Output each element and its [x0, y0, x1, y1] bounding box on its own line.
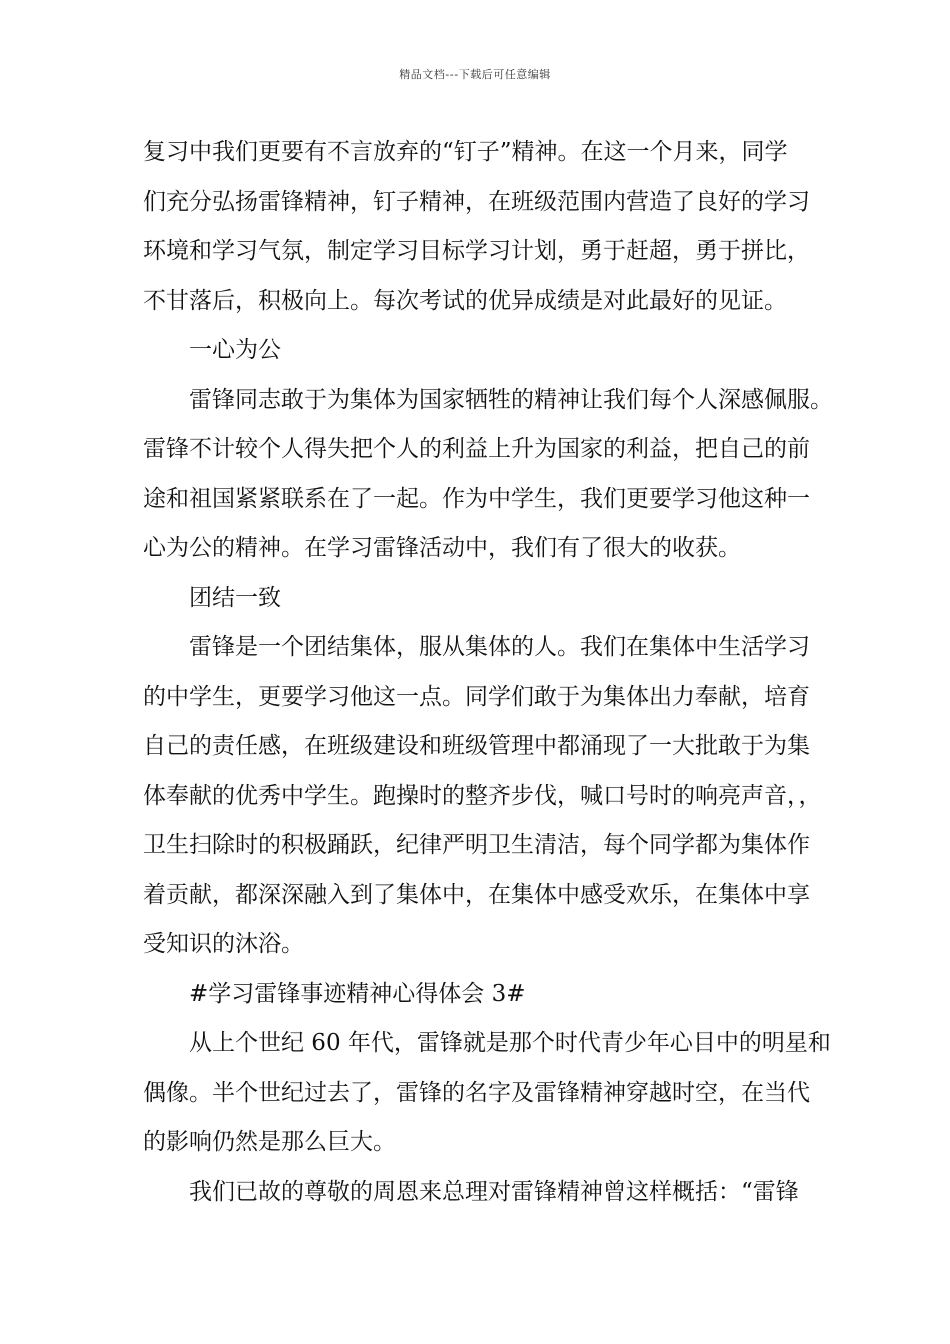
- text-line: 雷锋同志敢于为集体为国家牺牲的精神让我们每个人深感佩服。: [189, 386, 833, 413]
- text-line: 雷锋是一个团结集体，服从集体的人。我们在集体中生活学习: [189, 634, 810, 660]
- text-line: 受知识的沐浴。: [143, 931, 304, 957]
- text-line: 一心为公: [189, 337, 281, 363]
- text-line: 自己的责任感，在班级建设和班级管理中都涌现了一大批敢于为集: [143, 733, 810, 759]
- text-line: 复习中我们更要有不言放弃的“钉子”精神。在这一个月来，同学: [143, 139, 788, 165]
- text-line: 环境和学习气氛，制定学习目标学习计划，勇于赶超，勇于拼比，: [143, 238, 810, 264]
- text-line: 的中学生，更要学习他这一点。同学们敢于为集体出力奉献，培育: [143, 683, 810, 710]
- text-line: 们充分弘扬雷锋精神，钉子精神，在班级范围内营造了良好的学习: [143, 188, 810, 215]
- text-line: 着贡献，都深深融入到了集体中，在集体中感受欢乐，在集体中享: [143, 881, 810, 908]
- document-body: [143, 128, 833, 1217]
- text-line: 偶像。半个世纪过去了，雷锋的名字及雷锋精神穿越时空，在当代: [143, 1079, 810, 1106]
- text-line: 卫生扫除时的积极踊跃，纪律严明卫生清洁，每个同学都为集体作: [143, 832, 810, 858]
- text-line: 团结一致: [189, 584, 281, 611]
- text-line: 的影响仍然是那么巨大。: [143, 1129, 396, 1155]
- text-line: 心为公的精神。在学习雷锋活动中，我们有了很大的收获。: [143, 535, 741, 561]
- text-line: 途和祖国紧紧联系在了一起。作为中学生，我们更要学习他这种一: [143, 485, 810, 512]
- text-line: 体奉献的优秀中学生。跑操时的整齐步伐，喊口号时的响亮声音，，: [143, 782, 822, 809]
- text-line: 从上个世纪 60 年代，雷锋就是那个时代青少年心目中的明星和: [189, 1030, 831, 1056]
- page-header: 精品文档---下载后可任意编辑: [399, 68, 551, 81]
- text-line: 我们已故的尊敬的周恩来总理对雷锋精神曾这样概括：“雷锋: [189, 1178, 799, 1205]
- text-line: 不甘落后，积极向上。每次考试的优异成绩是对此最好的见证。: [143, 287, 787, 314]
- text-line: #学习雷锋事迹精神心得体会 3#: [189, 980, 526, 1007]
- text-line: 雷锋不计较个人得失把个人的利益上升为国家的利益，把自己的前: [143, 436, 810, 462]
